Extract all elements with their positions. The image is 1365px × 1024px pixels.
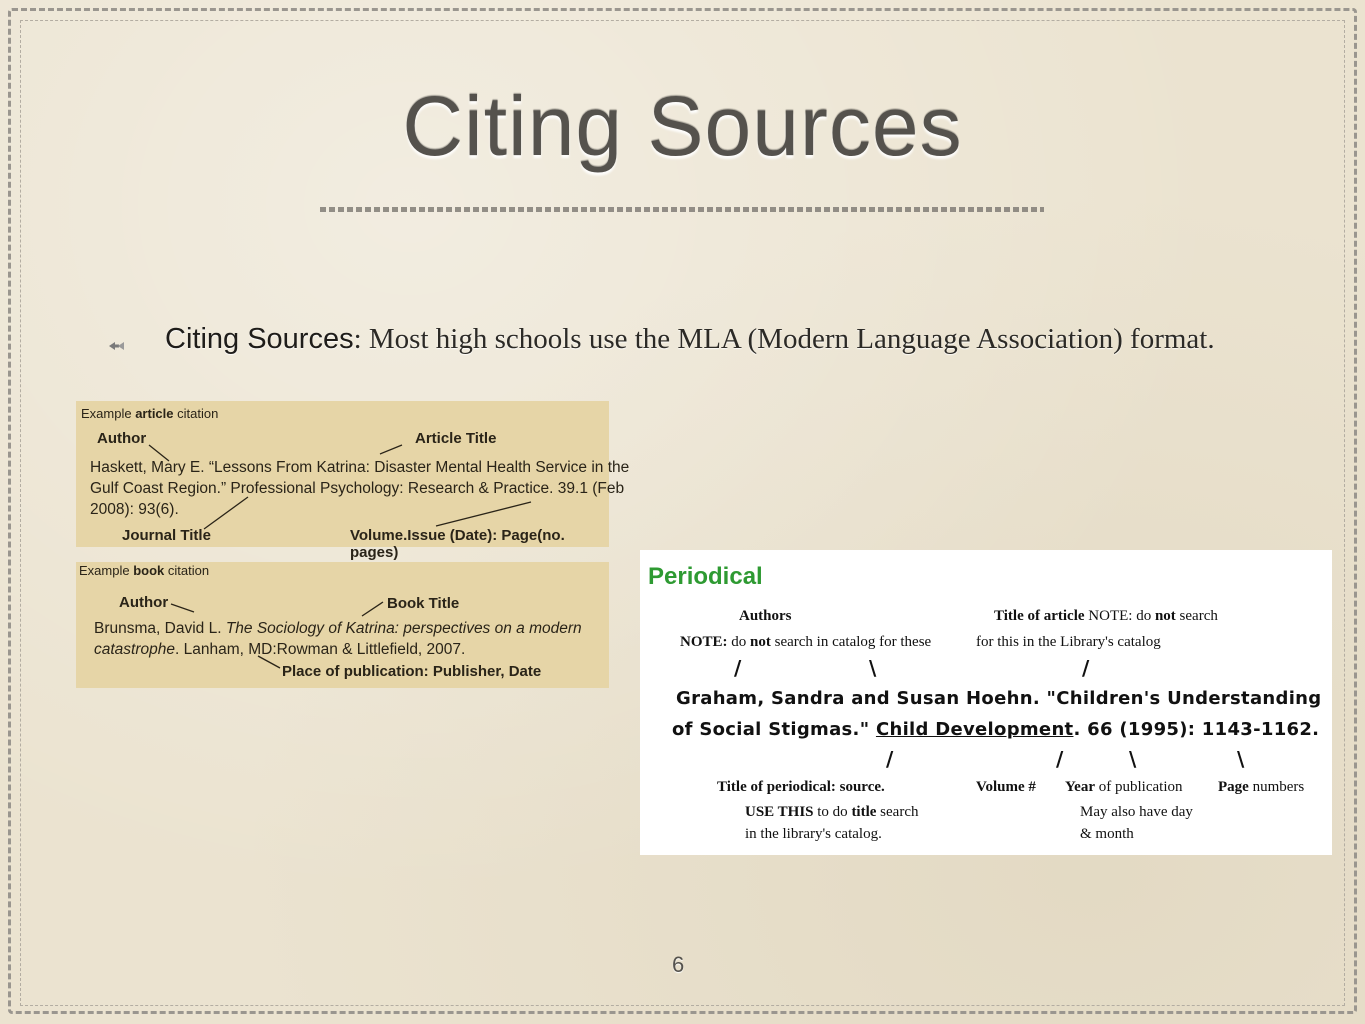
periodical-title-note-line2: in the library's catalog.	[745, 826, 882, 842]
periodical-heading: Periodical	[648, 563, 763, 590]
pointer-slash-volume: /	[1056, 747, 1064, 771]
book-citation-example	[76, 562, 609, 688]
article-example-heading: Example article citation	[81, 406, 219, 421]
year-note-line2: & month	[1080, 826, 1134, 842]
pointer-backslash-page: \	[1237, 747, 1245, 771]
year-label: Year of publication	[1065, 779, 1183, 795]
page-number: 6	[672, 952, 685, 977]
bullet-arrow-icon	[108, 340, 126, 352]
article-citation-text: Haskett, Mary E. “Lessons From Katrina: Disaster Mental Health Service in the Gulf Coast Region.” Professional Psychology: Research & Practice. 39.1 (Feb 2008): 93(6).	[90, 459, 630, 518]
journal-title-label: Journal Title	[122, 527, 211, 544]
pointer-slash-authors: /	[734, 656, 742, 680]
article-author-label: Author	[97, 430, 147, 447]
periodical-citation-line1: Graham, Sandra and Susan Hoehn. "Children's Understanding	[676, 688, 1322, 709]
slide-title: Citing Sources	[402, 79, 963, 173]
periodical-citation-example	[640, 550, 1332, 855]
bullet-body: : Most high schools use the MLA (Modern Language Association) format.	[353, 323, 1215, 355]
pointer-backslash-year: \	[1129, 747, 1137, 771]
place-of-publication-label: Place of publication: Publisher, Date	[282, 663, 542, 680]
periodical-citation-line2: of Social Stigmas." Child Development. 66 (1995): 1143-1162.	[672, 719, 1320, 740]
book-author-label: Author	[119, 594, 169, 611]
pointer-slash-title: /	[1082, 656, 1090, 680]
authors-note: NOTE: do not search in catalog for these	[680, 634, 932, 650]
authors-label: Authors	[739, 608, 792, 624]
bullet-lead: Citing Sources	[165, 323, 354, 355]
book-citation-text: Brunsma, David L. The Sociology of Katrina: perspectives on a modern catastrophe. Lanham, MD:Rowman & Littlefield, 2007.	[94, 620, 582, 658]
bullet-point	[165, 322, 1240, 356]
page-numbers-label: Page numbers	[1218, 779, 1305, 795]
article-title-note-line2: for this in the Library's catalog	[976, 634, 1161, 650]
book-title-label: Book Title	[387, 595, 460, 612]
volume-issue-label: Volume.Issue (Date): Page(no. pages)	[350, 527, 565, 561]
article-title-label: Article Title	[415, 430, 497, 447]
article-title-note: Title of article NOTE: do not search	[994, 608, 1218, 624]
title-divider	[320, 207, 1044, 212]
volume-label: Volume #	[976, 779, 1036, 795]
year-note-line1: May also have day	[1080, 804, 1193, 820]
pointer-backslash-authors: \	[869, 656, 877, 680]
book-example-heading: Example book citation	[79, 563, 210, 578]
pointer-slash-periodical: /	[886, 747, 894, 771]
periodical-title-label: Title of periodical: source.	[717, 779, 885, 795]
article-citation-example	[76, 401, 630, 561]
periodical-title-note: USE THIS to do title search	[745, 804, 919, 820]
